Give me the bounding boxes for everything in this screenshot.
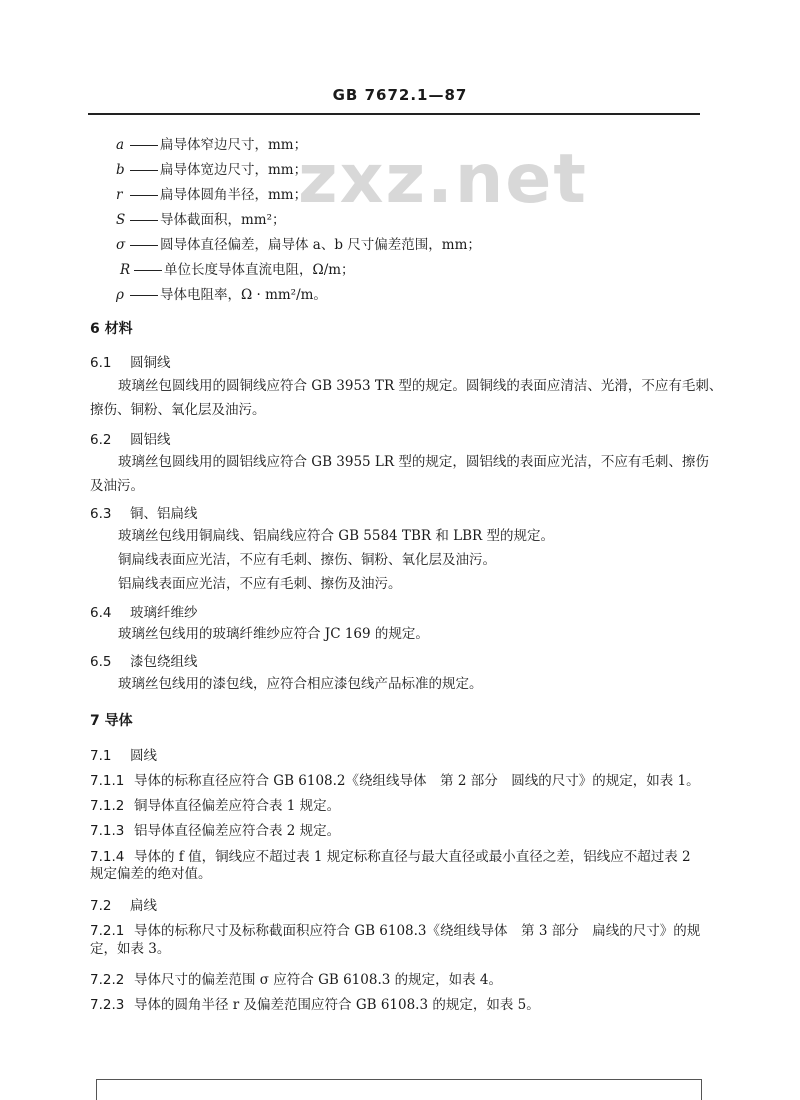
symbol-desc: 扁导体窄边尺寸，mm； [160,137,308,153]
header-rule [88,113,700,115]
section-text: 导体的 f 值，铜线应不超过表 1 规定标称直径与最大直径或最小直径之差，铝线应不超过表 2 [134,849,691,865]
dash [130,195,158,196]
section-text: 导体的标称尺寸及标称截面积应符合 GB 6108.3《绕组线导体 第 3 部分 扁线的尺寸》的规 [134,923,701,939]
section-6-2-line1: 玻璃丝包圆线用的圆铝线应符合 GB 3955 LR 型的规定，圆铝线的表面应光洁，不应有毛刺、擦伤 [118,454,709,470]
section-number: 6.2 [90,432,112,448]
section-number: 7.2.3 [90,997,125,1013]
symbol-def-R [120,258,355,278]
section-number: 7.2 [90,898,112,914]
symbol-def-r [116,183,307,203]
section-7-2-3 [90,993,540,1013]
dash [134,270,162,271]
section-6-3-heading [90,502,198,522]
section-text: 铝导体直径偏差应符合表 2 规定。 [134,823,341,839]
section-text: 导体尺寸的偏差范围 σ 应符合 GB 6108.3 的规定，如表 4。 [134,972,502,988]
section-7-1-2 [90,794,340,814]
watermark: zxz.net [298,140,588,219]
section-6-2-line2: 及油污。 [90,478,144,494]
section-6-3-line3: 铝扁线表面应光洁，不应有毛刺、擦伤及油污。 [118,576,402,592]
section-6-4-heading [90,601,198,621]
dash [130,220,158,221]
section-number: 7.2.2 [90,972,125,988]
section-number: 7.1.4 [90,849,125,865]
symbol: a [116,137,125,153]
dash [130,170,158,171]
section-6-5-heading [90,650,198,670]
section-title: 铜、铝扁线 [130,506,198,522]
symbol-desc: 扁导体宽边尺寸，mm； [160,162,308,178]
section-7-1-4-line2: 规定偏差的绝对值。 [90,866,212,882]
section-7-1-3 [90,819,340,839]
symbol-desc: 单位长度导体直流电阻，Ω/m； [164,262,355,278]
section-number: 6.1 [90,355,112,371]
symbol: r [116,187,123,203]
section-7-1-heading [90,744,157,764]
symbol-def-b [116,158,307,178]
section-title: 扁线 [130,898,157,914]
section-number: 7.1.3 [90,823,125,839]
dash [130,295,158,296]
symbol: σ [116,237,126,253]
symbol-def-s [116,208,286,228]
section-number: 6.5 [90,654,112,670]
section-7-2-1 [90,919,700,939]
symbol: R [120,262,131,278]
section-number: 7.2.1 [90,923,125,939]
section-6-3-line2: 铜扁线表面应光洁，不应有毛刺、擦伤、铜粉、氧化层及油污。 [118,552,496,568]
section-number: 6.4 [90,605,112,621]
section-title: 漆包绕组线 [130,654,198,670]
page-header: GB 7672.1—87 [332,86,468,104]
section-title: 圆线 [130,748,157,764]
section-7-2-1-line2: 定，如表 3。 [90,941,171,957]
section-text: 导体的标称直径应符合 GB 6108.2《绕组线导体 第 2 部分 圆线的尺寸》的规定，如表 1。 [134,773,700,789]
section-number: 6.3 [90,506,112,522]
dash [130,245,158,246]
table-frame [96,1079,702,1100]
symbol: b [116,162,125,178]
section-title: 圆铜线 [130,355,171,371]
section-6-1-line1: 玻璃丝包圆线用的圆铜线应符合 GB 3953 TR 型的规定。圆铜线的表面应清洁、光滑，不应有毛刺、 [118,378,723,394]
symbol-desc: 导体截面积，mm²； [160,212,286,228]
section-6-4-line1: 玻璃丝包线用的玻璃纤维纱应符合 JC 169 的规定。 [118,626,429,642]
section-text: 导体的圆角半径 r 及偏差范围应符合 GB 6108.3 的规定，如表 5。 [134,997,540,1013]
symbol-desc: 导体电阻率，Ω · mm²/m。 [160,287,327,303]
symbol-def-rho [116,283,327,303]
symbol-desc: 扁导体圆角半径，mm； [160,187,308,203]
section-6-title: 6 材料 [90,321,133,337]
section-number: 7.1.1 [90,773,125,789]
symbol-def-sigma [116,233,481,253]
section-6-1-heading [90,351,171,371]
section-text: 铜导体直径偏差应符合表 1 规定。 [134,798,341,814]
section-number: 7.1.2 [90,798,125,814]
section-title: 圆铝线 [130,432,171,448]
symbol-desc: 圆导体直径偏差，扁导体 a、b 尺寸偏差范围，mm； [160,237,481,253]
dash [130,145,158,146]
section-7-2-heading [90,894,157,914]
section-7-1-1 [90,769,700,789]
section-6-2-heading [90,428,171,448]
section-6-3-line1: 玻璃丝包线用铜扁线、铝扁线应符合 GB 5584 TBR 和 LBR 型的规定。 [118,528,554,544]
section-7-2-2 [90,968,502,988]
section-6-1-line2: 擦伤、铜粉、氧化层及油污。 [90,402,266,418]
section-number: 7.1 [90,748,112,764]
symbol-def-a [116,133,307,153]
section-title: 玻璃纤维纱 [130,605,198,621]
section-7-title: 7 导体 [90,713,133,729]
symbol: ρ [116,287,124,303]
section-6-5-line1: 玻璃丝包线用的漆包线，应符合相应漆包线产品标准的规定。 [118,676,483,692]
symbol: S [116,212,126,228]
